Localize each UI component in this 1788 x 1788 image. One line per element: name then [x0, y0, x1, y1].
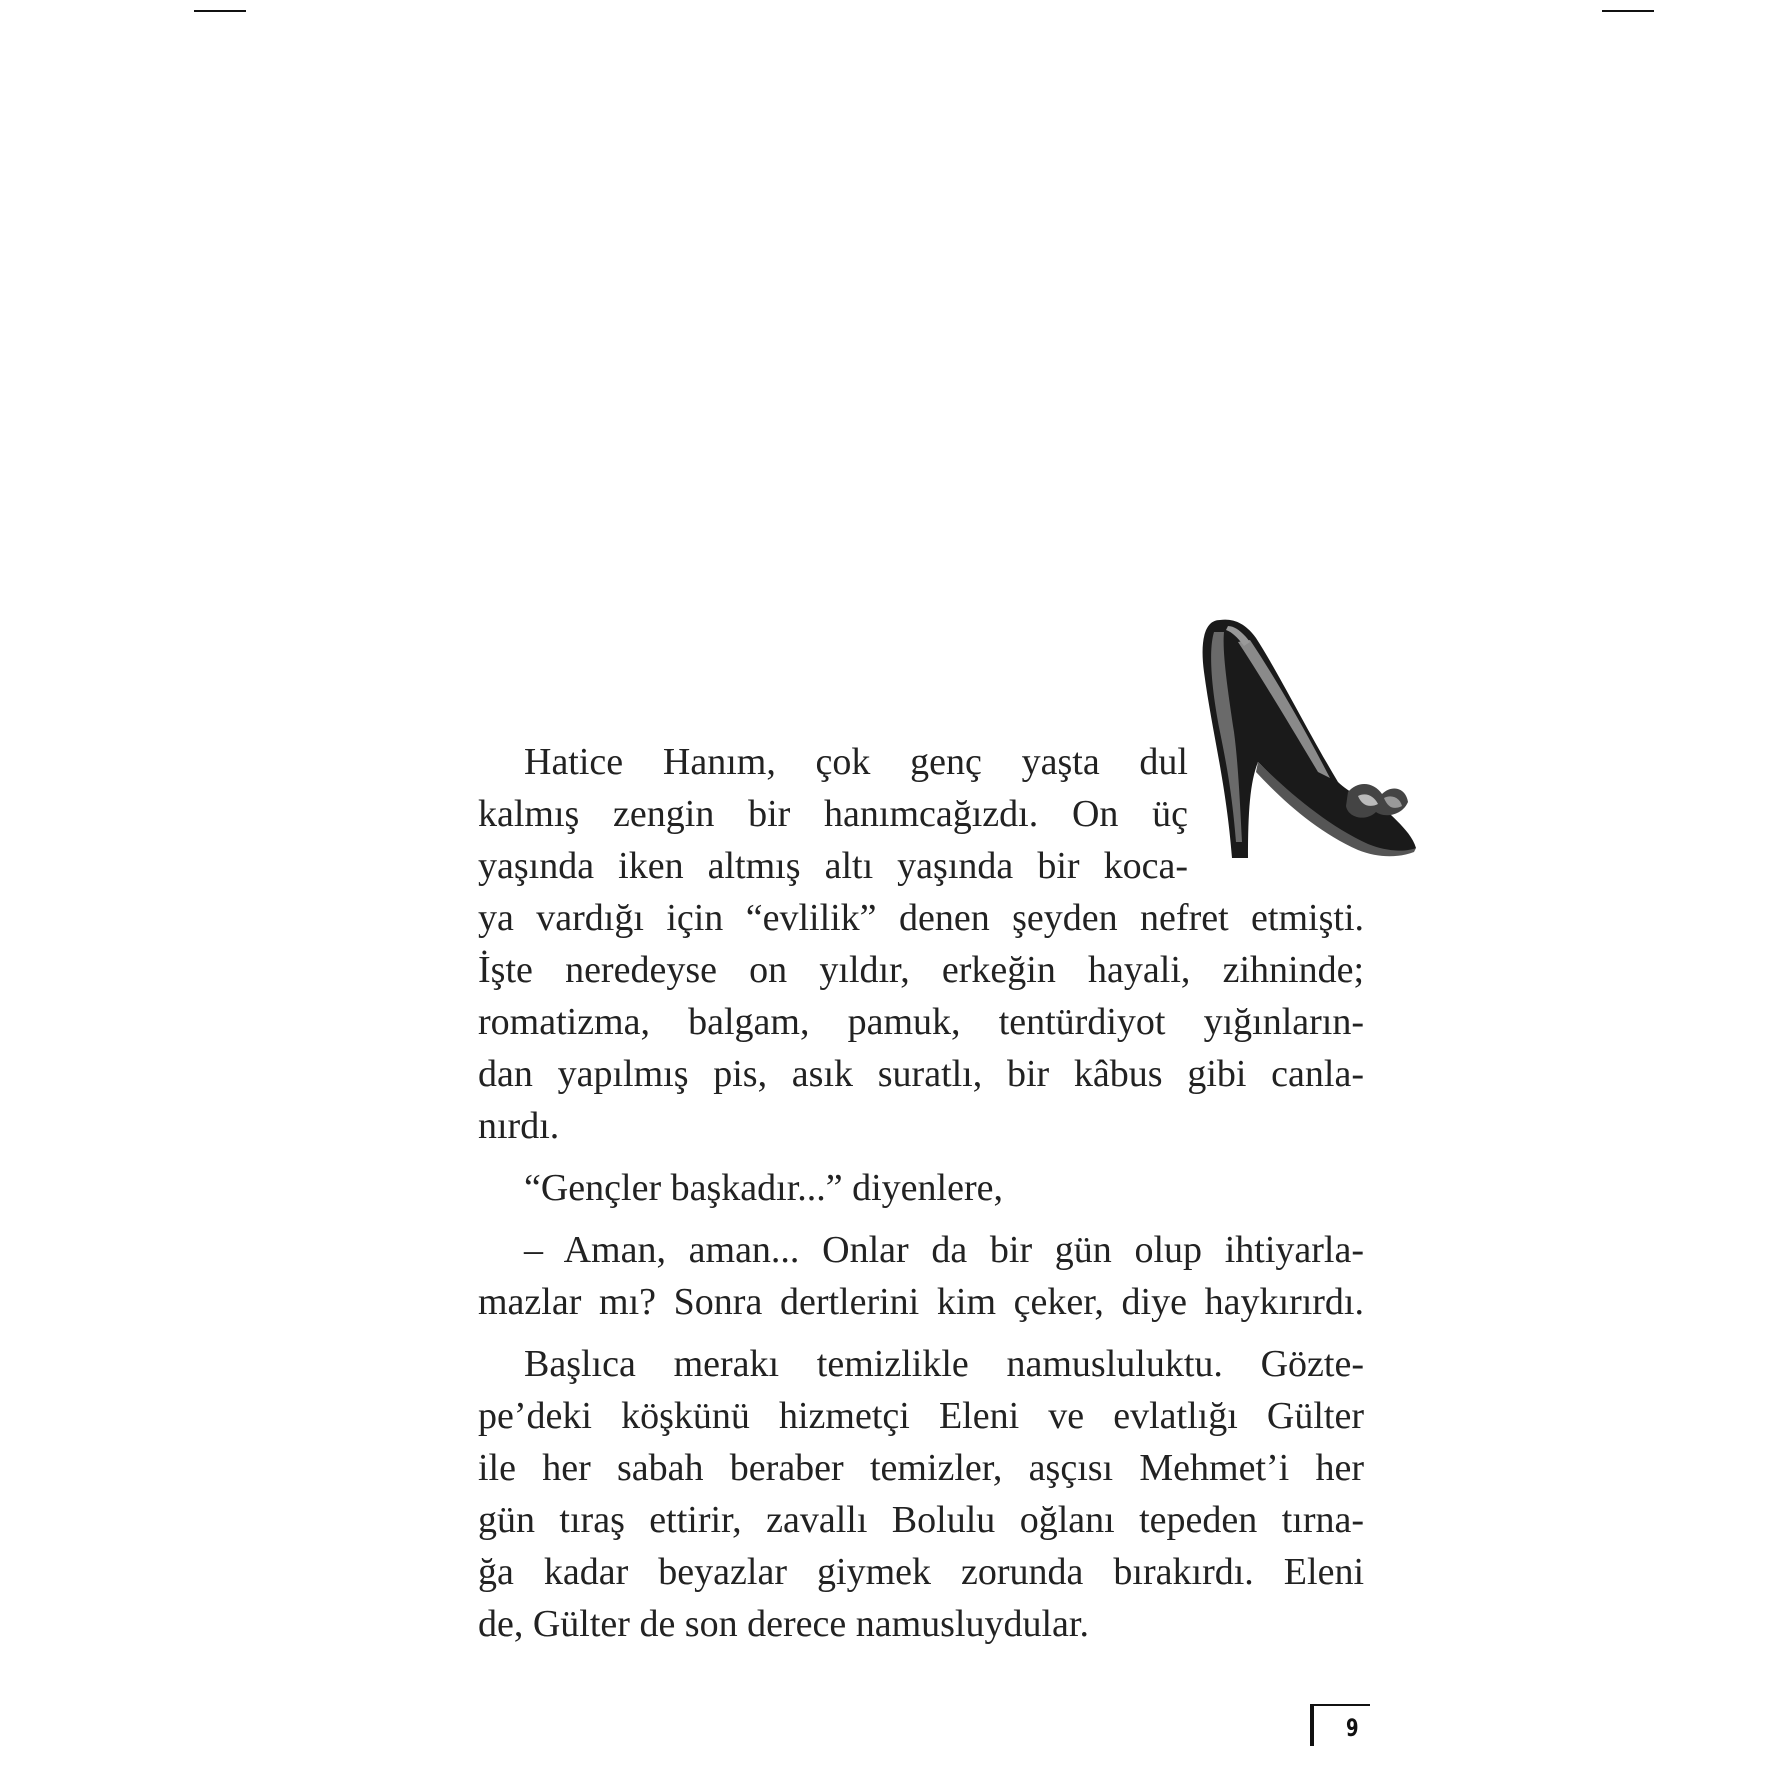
text-line: dan yapılmış pis, asık suratlı, bir kâbus gibi canla-	[478, 1053, 1364, 1095]
text-line: – Aman, aman... Onlar da bir gün olup ihtiyarla-	[524, 1229, 1364, 1271]
text-line: ğa kadar beyazlar giymek zorunda bırakırdı. Eleni	[478, 1551, 1364, 1593]
crop-mark-left	[194, 10, 246, 12]
body-text	[478, 736, 1364, 1650]
text-line: ile her sabah beraber temizler, aşçısı Mehmet’i her	[478, 1447, 1364, 1489]
text-line: gün tıraş ettirir, zavallı Bolulu oğlanı tepeden tırna-	[478, 1499, 1364, 1541]
text-line: İşte neredeyse on yıldır, erkeğin hayali, zihninde;	[478, 949, 1364, 991]
text-line: pe’deki köşkünü hizmetçi Eleni ve evlatlığı Gülter	[478, 1395, 1364, 1437]
text-line: nırdı.	[478, 1105, 560, 1147]
text-line: yaşında iken altmış altı yaşında bir koca-	[478, 845, 1188, 887]
text-line: Başlıca merakı temizlikle namusluluktu. Göztе-	[524, 1343, 1364, 1385]
paragraph	[478, 1162, 1364, 1214]
text-line: “Gençler başkadır...” diyenlere,	[524, 1167, 1003, 1209]
crop-mark-right	[1602, 10, 1654, 12]
text-line: kalmış zengin bir hanımcağızdı. On üç	[478, 793, 1188, 835]
text-line: Hatice Hanım, çok genç yaşta dul	[524, 741, 1188, 783]
text-line: de, Gülter de son derece namusluydular.	[478, 1603, 1089, 1645]
text-line: mazlar mı? Sonra dertlerini kim çeker, diye haykırırdı.	[478, 1281, 1364, 1323]
folio-bracket	[1310, 1704, 1370, 1746]
paragraph	[478, 1224, 1364, 1328]
text-line: romatizma, balgam, pamuk, tentürdiyot yığınların-	[478, 1001, 1364, 1043]
page-number: 9	[1346, 1714, 1359, 1742]
paragraph	[478, 736, 1364, 1152]
paragraph	[478, 1338, 1364, 1650]
text-line: ya vardığı için “evlilik” denen şeyden nefret etmişti.	[478, 897, 1364, 939]
